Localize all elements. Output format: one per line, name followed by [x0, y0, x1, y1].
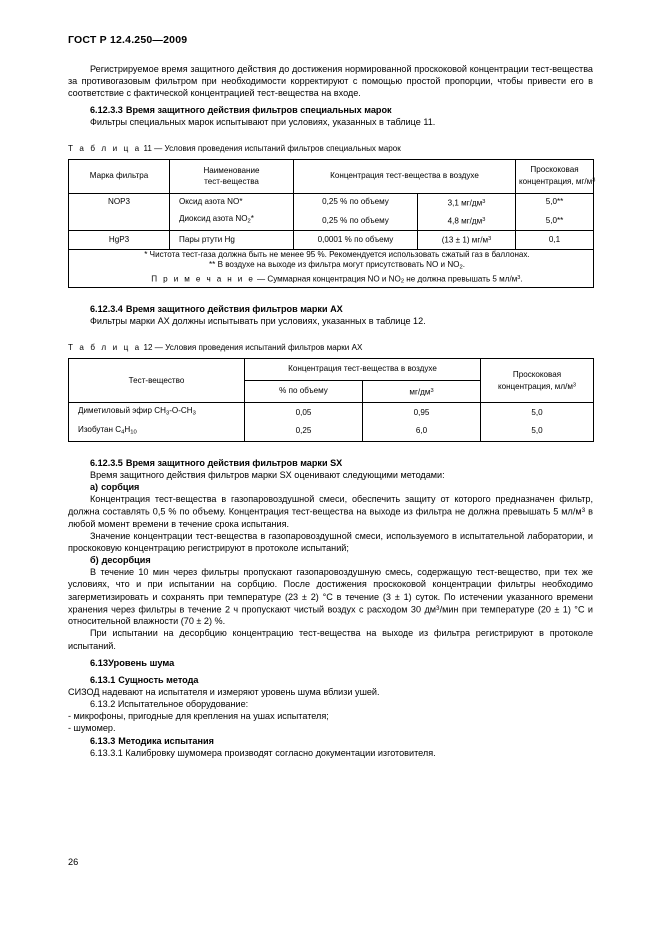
heading-item-b-title: десорбция: [101, 555, 151, 566]
table-11-r2-percent: 0,25 % по объему: [294, 211, 418, 230]
heading-6-13-1-number: 6.13.1: [90, 675, 116, 686]
table-11-r2-mark: [69, 211, 170, 230]
table-11-r1-mark: NOP3: [69, 193, 170, 211]
paragraph-desorption-1-sup: 3: [436, 604, 440, 612]
table-11-r3-percent: 0,0001 % по объему: [294, 231, 418, 250]
table-11-header-breakthrough-sup: 3: [592, 177, 596, 184]
table-11-notes-row: [69, 249, 594, 287]
table-12-header-breakthrough-line2: концентрация, $мл/м^3$: [497, 381, 577, 391]
table-11: [68, 159, 594, 288]
table-row: [69, 359, 594, 380]
paragraph-desorption-1-post: /мин при температуре (20 ± 1) °С и относительной влажности (70 ± 2) %.: [68, 604, 593, 627]
table-11-note-3: П р и м е ч а н и е — Суммарная концентрация NO и $NO_2$ не должна превышать 5 $мл/м^3$.: [151, 274, 523, 285]
table-12-r1-substance: Диметиловый эфир $CH_3-O-CH_3$: [69, 403, 245, 422]
heading-6-12-3-4-number: 6.12.3.4: [90, 304, 123, 315]
heading-6-12-3-5-number: 6.12.3.5: [90, 457, 123, 468]
table-11-r3-mass: (13 ± 1) $мг/м^3$: [418, 231, 516, 250]
table-11-note-2: ** В воздухе на выходе из фильтра могут присутствовать NO и $NO_2$.: [209, 260, 465, 271]
table-11-r1-mass: 3,1 $мг/дм^3$: [418, 193, 516, 211]
paragraph-desorption-1-pre: В течение 10 мин через фильтры пропускают газопаровоздушную смесь, содержащую тест-вещество, при тех же условиях, что и при испытании на сорбцию. После достижения проскоковой концентрации фильтры необходимо загерметизировать и сохранять при температуре (23 ± 2) °С в течение (3 ± 1) суток. По истечении указанного времени хранения через фильтры в течение 2 ч пропускают чистый воздух с расходом 30 дм: [68, 567, 593, 615]
table-12-r1-mass: 0,95: [363, 403, 481, 422]
paragraph-6-13-3-1-number: 6.13.3.1: [90, 747, 123, 758]
table-12-header-breakthrough-line1: Проскоковая: [512, 369, 562, 379]
page-number: 26: [68, 857, 79, 867]
table-12-r1-breakthrough: 5,0: [481, 403, 594, 422]
table-11-r2-mass: 4,8 $мг/дм^3$: [418, 211, 516, 230]
page-content: [68, 34, 596, 759]
paragraph-6-13-2-body: Испытательное оборудование:: [117, 699, 249, 710]
table-11-r3-substance: Пары ртути Hg: [170, 231, 294, 250]
heading-item-b: [68, 554, 593, 566]
paragraph-sorption-1-post: в любой момент времени в течение срока испытания.: [68, 506, 593, 529]
paragraph-sorption-1-pre: Концентрация тест-вещества в газопаровоздушной смеси, обеспечить защиту от которого предназначен фильтр, должна составлять 0,5 % по объему. Концентрация тест-вещества на выходе из фильтра не должна превышать 5 мл/м: [68, 494, 593, 517]
table-row: [69, 231, 594, 250]
heading-6-13-3: [68, 735, 593, 747]
document-standard-header: ГОСТ Р 12.4.250—2009: [68, 34, 188, 46]
table-row: [69, 193, 594, 211]
table-11-header-breakthrough: [516, 160, 594, 193]
table-11-r1-substance: Оксид азота NO*: [170, 193, 294, 211]
list-item-sound-meter: - шумомер.: [68, 723, 116, 734]
heading-6-13-number: 6.13: [90, 657, 109, 668]
paragraph-sorption-2: Значение концентрации тест-вещества в газопаровоздушной смеси, используемого в испытательной лаборатории, и проскоковую концентрацию регистрируют в протоколе испытаний;: [68, 531, 593, 554]
table-11-r1-percent: 0,25 % по объему: [294, 193, 418, 211]
heading-item-a-label: а): [90, 482, 99, 492]
paragraph-6-13-2: [68, 698, 593, 710]
table-11-r3-breakthrough: 0,1: [516, 231, 594, 250]
paragraph-sorption-1-sup: 3: [581, 507, 586, 515]
heading-6-12-3-5: [68, 457, 593, 469]
heading-6-13: [68, 657, 593, 669]
heading-6-12-3-3-number: 6.12.3.3: [90, 105, 123, 116]
paragraph-6-13-3-1-body: Калибровку шумомера производят согласно документации изготовителя.: [125, 747, 436, 758]
heading-6-13-title: Уровень шума: [108, 657, 175, 668]
table-11-caption-number: 11: [143, 144, 152, 154]
table-12-header-percent: % по объему: [245, 380, 363, 403]
paragraph-6-13-1-body: СИЗОД надевают на испытателя и измеряют уровень шума вблизи ушей.: [68, 687, 380, 698]
heading-6-13-1-title: Сущность метода: [118, 675, 199, 686]
table-12-header-breakthrough: [481, 359, 594, 403]
table-11-r1-breakthrough: 5,0**: [516, 193, 594, 211]
heading-6-12-3-3-title: Время защитного действия фильтров специальных марок: [125, 105, 392, 116]
table-12-caption: [68, 342, 593, 353]
heading-6-12-3-3: [68, 104, 593, 116]
table-11-header-substance-line1: Наименование: [203, 166, 260, 176]
list-item-microphones: - микрофоны, пригодные для крепления на ушах испытателя;: [68, 711, 329, 722]
table-11-caption-label: Т а б л и ц а: [68, 144, 142, 154]
table-11-r3-mark: HgP3: [69, 231, 170, 250]
heading-6-13-3-number: 6.13.3: [90, 735, 116, 746]
heading-item-a: [68, 481, 593, 493]
heading-6-13-1: [68, 674, 593, 686]
paragraph-6-12-3-3-body: Фильтры специальных марок испытывают при условиях, указанных в таблице 11.: [90, 117, 436, 128]
table-row: [69, 422, 594, 441]
table-12-r2-mass: 6,0: [363, 422, 481, 441]
table-12-header-concentration: Концентрация тест-вещества в воздухе: [245, 359, 481, 380]
table-11-header-mark: Марка фильтра: [69, 160, 170, 193]
table-12-caption-number: 12: [143, 343, 153, 353]
table-12-r1-percent: 0,05: [245, 403, 363, 422]
heading-6-12-3-4-title: Время защитного действия фильтров марки АХ: [125, 304, 343, 315]
table-row: [69, 211, 594, 230]
table-12-r2-breakthrough: 5,0: [481, 422, 594, 441]
paragraph-6-12-3-5-body: Время защитного действия фильтров марки SX оценивают следующими методами:: [90, 469, 445, 480]
table-11-header-breakthrough-line2: концентрация, $мг/м^3$: [519, 177, 596, 187]
table-11-notes: [69, 249, 594, 287]
paragraph-6-12-3-4-body: Фильтры марки АХ должны испытывать при условиях, указанных в таблице 12.: [90, 316, 426, 327]
table-12-header-substance: Тест-вещество: [69, 359, 245, 403]
table-11-header-substance: [170, 160, 294, 193]
table-11-header-concentration: Концентрация тест-вещества в воздухе: [294, 160, 516, 193]
table-11-header-breakthrough-line1: Проскоковая: [530, 165, 579, 175]
table-12-r2-percent: 0,25: [245, 422, 363, 441]
heading-6-13-3-title: Методика испытания: [118, 735, 214, 746]
table-row: [69, 160, 594, 193]
table-11-caption-text: — Условия проведения испытаний фильтров специальных марок: [154, 144, 401, 154]
paragraph-6-13-2-number: 6.13.2: [90, 699, 116, 710]
table-11-r2-breakthrough: 5,0**: [516, 211, 594, 230]
paragraph-desorption-1: [68, 566, 593, 627]
intro-paragraph: Регистрируемое время защитного действия до достижения нормированной проскоковой концентрации тест-вещества за противогазовым фильтром при необходимости корректируют с помощью простой пропорции, чтобы привести его в соответствие с фактической концентрацией тест-вещества на входе.: [68, 64, 593, 99]
table-12-r2-substance: Изобутан $C_4H_{10}$: [69, 422, 245, 441]
table-12-header-mass: $мг/дм^3$: [363, 380, 481, 403]
table-12-caption-text: — Условия проведения испытаний фильтров марки АХ: [154, 343, 363, 353]
heading-6-12-3-4: [68, 303, 593, 315]
table-row: [69, 403, 594, 422]
table-11-note-1: * Чистота тест-газа должна быть не менее 95 %. Рекомендуется использовать сжатый газ в баллонах.: [144, 249, 530, 259]
paragraph-sorption-1: [68, 493, 593, 530]
table-12-caption-label: Т а б л и ц а: [68, 343, 142, 353]
table-12: [68, 358, 594, 442]
table-11-caption: [68, 143, 593, 154]
paragraph-6-13-3-1: [68, 747, 593, 759]
heading-6-12-3-5-title: Время защитного действия фильтров марки SX: [125, 457, 343, 468]
heading-item-b-label: б): [90, 555, 99, 566]
heading-item-a-title: сорбция: [101, 482, 140, 492]
table-11-header-substance-line2: тест-вещества: [204, 176, 259, 186]
paragraph-desorption-2: При испытании на десорбцию концентрацию тест-вещества на выходе из фильтра регистрируют в протоколе испытаний.: [68, 628, 593, 651]
table-11-r2-substance: Диоксид азота $NO_2*$: [170, 211, 294, 230]
